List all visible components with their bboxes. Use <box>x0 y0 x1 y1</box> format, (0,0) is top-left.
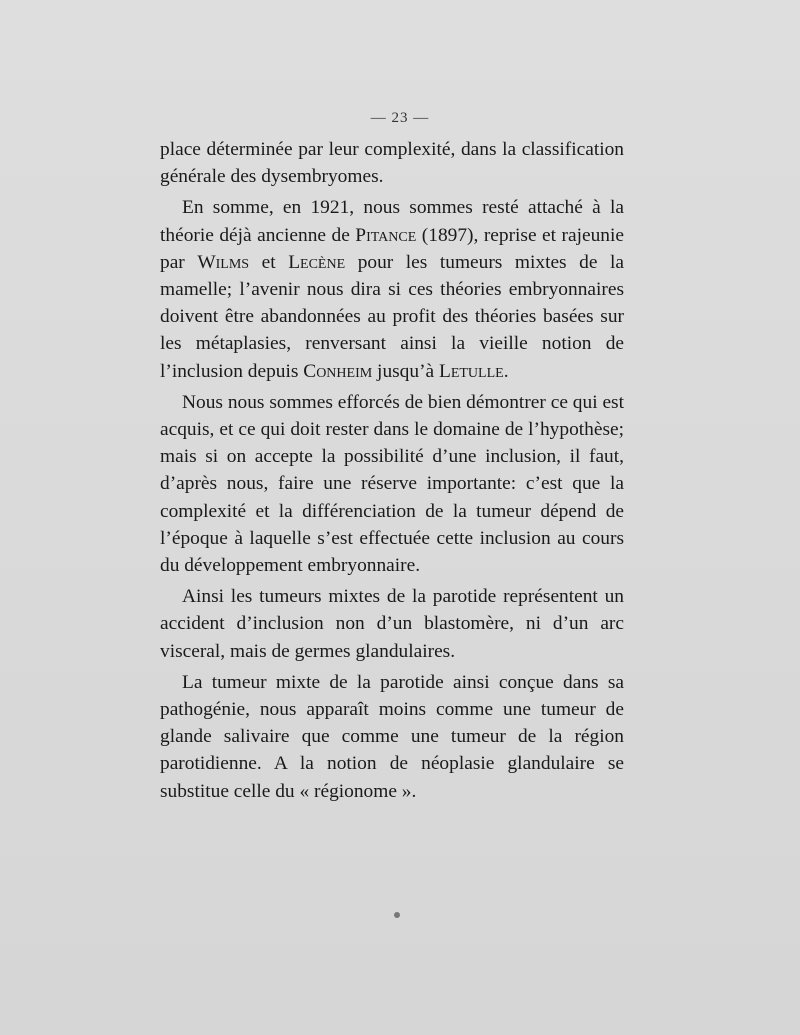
paragraph <box>160 669 624 805</box>
body-text <box>160 136 624 809</box>
author-name: Lecène <box>288 251 346 273</box>
paragraph <box>160 389 624 579</box>
text-run: (1897), reprise et rajeunie par <box>160 224 624 273</box>
author-name: Letulle <box>438 360 504 382</box>
text-run: Ainsi les tumeurs mixtes de la parotide représentent un accident d’inclusion non d’un blastomère, ni d’un arc visceral, mais de germes glandulaires. <box>160 586 624 662</box>
text-run: jusqu’à <box>372 360 439 382</box>
text-run: pour les tumeurs mixtes de la mamelle; l’avenir nous dira si ces théories embryonnaires doivent être abandonnées au profit des théories basées sur les métaplasies, renversant ainsi la vieille notion de l’inclusion depuis <box>160 251 624 382</box>
text-run: En somme, en 1921, nous sommes resté attaché à la théorie déjà ancienne de <box>160 197 624 246</box>
author-name: Wilms <box>197 251 250 273</box>
text-run: La tumeur mixte de la parotide ainsi conçue dans sa pathogénie, nous apparaît moins comme une tumeur de glande salivaire que comme une tumeur de la région parotidienne. A la notion de néoplasie glandulaire se substitue celle du « régionome ». <box>160 671 624 802</box>
text-run: . <box>503 360 509 382</box>
paragraph <box>160 194 624 384</box>
author-name: Conheim <box>303 360 373 382</box>
paragraph <box>160 136 624 190</box>
text-run: et <box>249 251 289 273</box>
text-run: Nous nous sommes efforcés de bien démontrer ce qui est acquis, et ce qui doit rester dans le domaine de l’hypothèse; mais si on accepte la possibilité d’une inclusion, il faut, d’après nous, faire une réserve importante: c’est que la complexité et la différenciation de la tumeur dépend de l’époque à laquelle s’est effectuée cette inclusion au cours du développement embryonnaire. <box>160 391 624 577</box>
page-number: — 23 — <box>370 110 430 126</box>
text-run: place déterminée par leur complexité, dans la classification générale des dysembryomes. <box>160 139 624 188</box>
ink-speck <box>394 912 400 918</box>
paragraph <box>160 583 624 665</box>
author-name: Pitance <box>355 224 417 246</box>
